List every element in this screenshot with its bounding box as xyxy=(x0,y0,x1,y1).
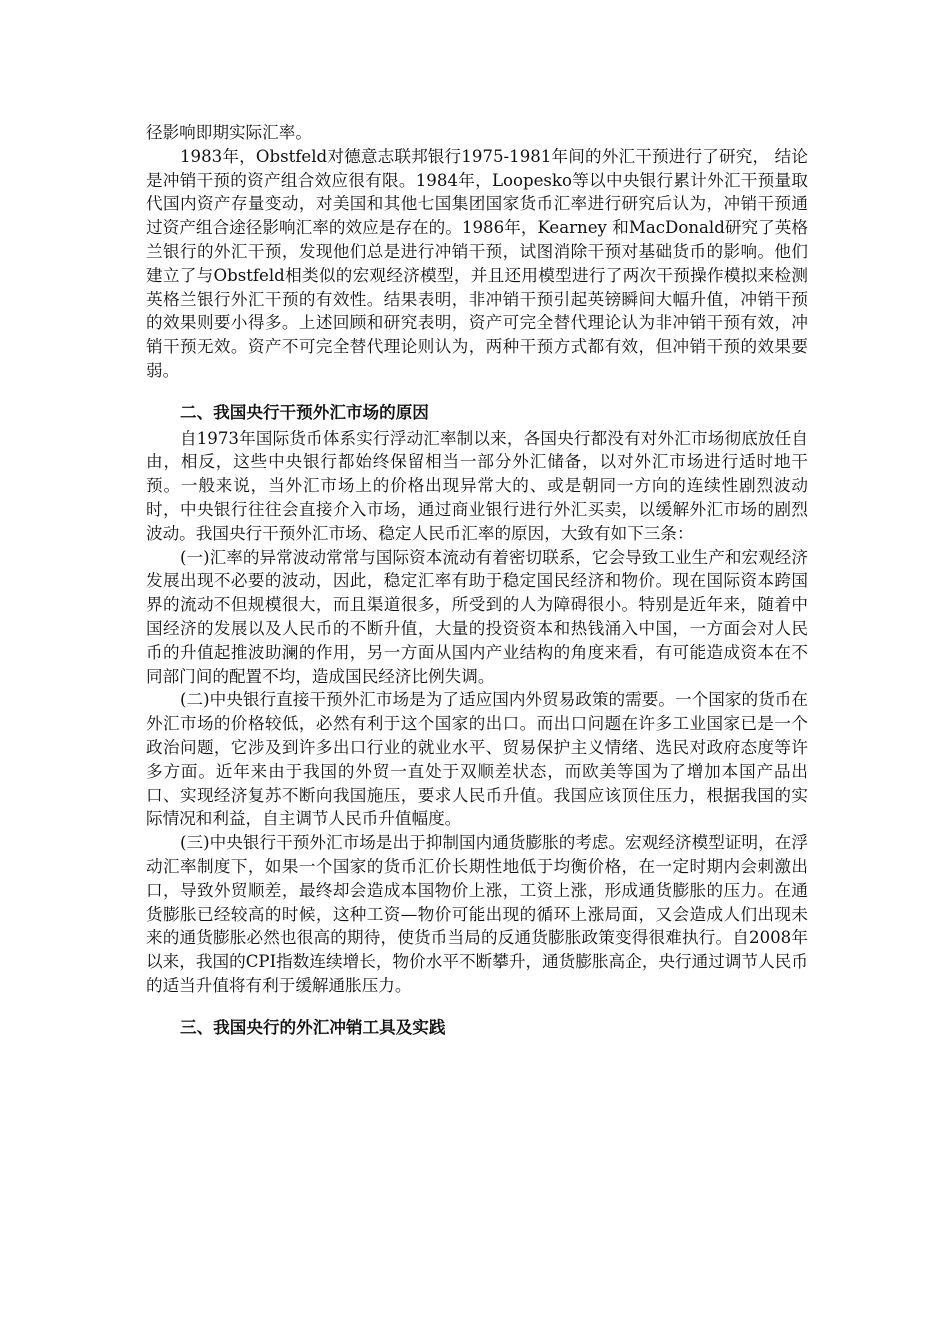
spacer xyxy=(146,383,808,401)
section-heading-two: 二、我国央行干预外汇市场的原因 xyxy=(180,401,429,422)
spacer xyxy=(146,998,808,1016)
paragraph-continuation: 径影响即期实际汇率。 xyxy=(146,123,312,142)
document-page xyxy=(146,121,808,1039)
paragraph-intervention-intro: 自1973年国际货币体系实行浮动汇率制以来，各国央行都没有对外汇市场彻底放任自由，相反，这些中央银行都始终保留相当一部分外汇储备，以对外汇市场进行适时地干预。一般来说，当外汇市场上的价格出现异常大的、或是朝同一方向的连续性剧烈波动时，中央银行往往会直接介入市场，通过商业银行进行外汇买卖，以缓解外汇市场的剧烈波动。我国央行干预外汇市场、稳定人民币汇率的原因，大致有如下三条： xyxy=(146,428,808,543)
paragraph-literature-review: 1983年，Obstfeld对德意志联邦银行1975-1981年间的外汇干预进行了研究， 结论是冲销干预的资产组合效应很有限。1984年，Loopesko等以中央银行累计外汇干预量取代国内资产存量变动，对美国和其他七国集团国家货币汇率进行研究后认为，冲销干预通过资产组合途径影响汇率的效应是存在的。1986年，Kearney 和MacDonald研究了英格兰银行的外汇干预，发现他们总是进行冲销干预，试图消除干预对基础货币的影响。他们建立了与Obstfeld相类似的宏观经济模型，并且还用模型进行了两次干预操作模拟来检测英格兰银行外汇干预的有效性。结果表明，非冲销干预引起英镑瞬间大幅升值，冲销干预的效果则要小得多。上述回顾和研究表明，资产可完全替代理论认为非冲销干预有效，冲销干预无效。资产不可完全替代理论则认为，两种干预方式都有效，但冲销干预的效果要弱。 xyxy=(146,146,808,380)
paragraph-reason-one: (一)汇率的异常波动常常与国际资本流动有着密切联系，它会导致工业生产和宏观经济发展出现不必要的波动，因此，稳定汇率有助于稳定国民经济和物价。现在国际资本跨国界的流动不但规模很大，而且渠道很多，所受到的人为障碍很小。特别是近年来，随着中国经济的发展以及人民币的不断升值，大量的投资资本和热钱涌入中国，一方面会对人民币的升值起推波助澜的作用，另一方面从国内产业结构的角度来看，有可能造成资本在不同部门间的配置不均，造成国民经济比例失调。 xyxy=(146,547,808,686)
section-heading-three: 三、我国央行的外汇冲销工具及实践 xyxy=(180,1016,446,1037)
paragraph-reason-three: (三)中央银行干预外汇市场是出于抑制国内通货膨胀的考虑。宏观经济模型证明，在浮动汇率制度下，如果一个国家的货币汇价长期性地低于均衡价格，在一定时期内会刺激出口，导致外贸顺差，最终却会造成本国物价上涨，工资上涨，形成通货膨胀的压力。在通货膨胀已经较高的时候，这种工资—物价可能出现的循环上涨局面，又会造成人们出现未来的通货膨胀必然也很高的期待，使货币当局的反通货膨胀政策变得很难执行。自2008年以来，我国的CPI指数连续增长，物价水平不断攀升，通货膨胀高企，央行通过调节人民币的适当升值将有利于缓解通胀压力。 xyxy=(146,833,808,995)
paragraph-reason-two: (二)中央银行直接干预外汇市场是为了适应国内外贸易政策的需要。一个国家的货币在外汇市场的价格较低，必然有利于这个国家的出口。而出口问题在许多工业国家已是一个政治问题，它涉及到许多出口行业的就业水平、贸易保护主义情绪、选民对政府态度等许多方面。近年来由于我国的外贸一直处于双顺差状态，而欧美等国为了增加本国产品出口、实现经济复苏不断向我国施压，要求人民币升值。我国应该顶住压力，根据我国的实际情况和利益，自主调节人民币升值幅度。 xyxy=(146,690,808,829)
